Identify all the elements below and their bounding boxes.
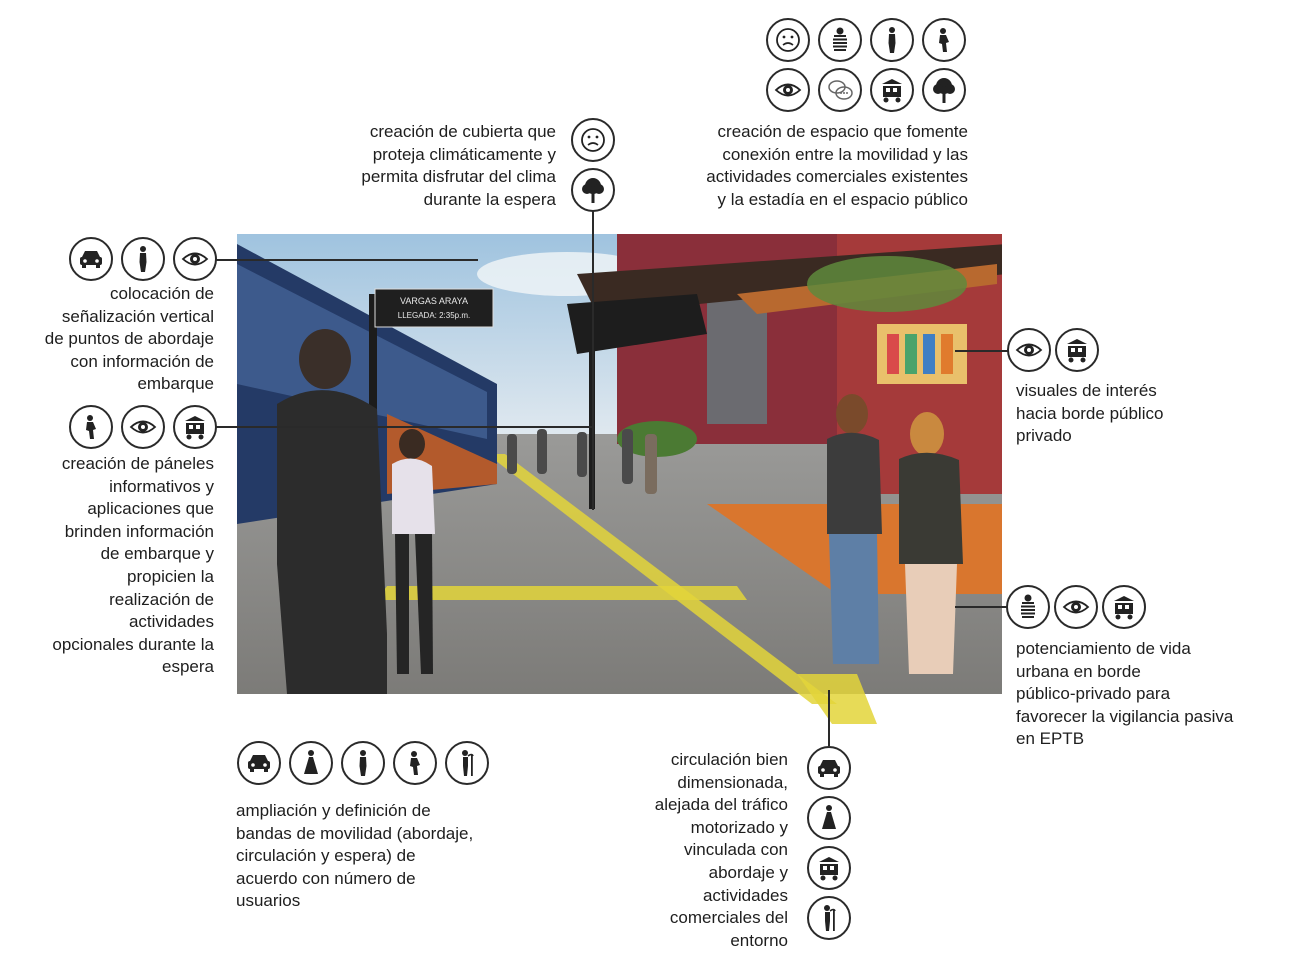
food-cart-icon xyxy=(807,846,851,890)
annotation-cover: creación de cubierta que proteja climáticamente y permita disfrutar del clima durante la espera xyxy=(361,122,556,209)
person-cane-icon xyxy=(807,896,851,940)
car-icon xyxy=(69,237,113,281)
leader-line-panels xyxy=(216,426,592,428)
eye-icon xyxy=(121,405,165,449)
eye-icon xyxy=(1007,328,1051,372)
food-cart-icon xyxy=(870,68,914,112)
annotation-panels: creación de páneles informativos y aplicaciones que brinden información de embarque y propicien la realización de actividades opcionales durante la espera xyxy=(52,454,214,677)
car-icon xyxy=(237,741,281,785)
sign-line-1: VARGAS ARAYA xyxy=(399,296,469,306)
striped-person-icon xyxy=(818,18,862,62)
annotation-urban-life: potenciamiento de vida urbana en borde público-privado para favorecer la vigilancia pasiva en EPTB xyxy=(1016,639,1234,749)
leader-line-circulation xyxy=(828,690,830,746)
street-scene-illustration xyxy=(237,234,1002,724)
annotation-commerce: creación de espacio que fomente conexión entre la movilidad y las actividades comerciales existentes y la estadía en el espacio público xyxy=(706,122,968,209)
person-dress-icon xyxy=(807,796,851,840)
food-cart-icon xyxy=(173,405,217,449)
person-standing-icon xyxy=(121,237,165,281)
car-icon xyxy=(807,746,851,790)
leader-line-urban-life xyxy=(955,606,1007,608)
person-standing-icon xyxy=(870,18,914,62)
food-cart-icon xyxy=(1055,328,1099,372)
person-child-icon xyxy=(69,405,113,449)
annotation-bands: ampliación y definición de bandas de movilidad (abordaje, circulación y espera) de acuerdo con número de usuarios xyxy=(236,801,474,911)
person-cane-icon xyxy=(445,741,489,785)
sad-face-icon xyxy=(571,118,615,162)
eye-icon xyxy=(766,68,810,112)
annotation-circulation: circulación bien dimensionada, alejada del tráfico motorizado y vinculada con abordaje y actividades comerciales del entorno xyxy=(654,750,788,950)
chat-bubbles-icon xyxy=(818,68,862,112)
tree-icon xyxy=(922,68,966,112)
leader-line-cover xyxy=(592,210,594,510)
striped-person-icon xyxy=(1006,585,1050,629)
tree-icon xyxy=(571,168,615,212)
person-child-icon xyxy=(922,18,966,62)
eye-icon xyxy=(173,237,217,281)
person-standing-icon xyxy=(341,741,385,785)
eye-icon xyxy=(1054,585,1098,629)
leader-line-views xyxy=(955,350,1010,352)
annotation-signage: colocación de señalización vertical de puntos de abordaje con información de embarque xyxy=(44,284,214,394)
leader-line-signage xyxy=(216,259,478,261)
sign-line-2: LLEGADA: 2:35p.m. xyxy=(397,311,471,320)
sad-face-icon xyxy=(766,18,810,62)
food-cart-icon xyxy=(1102,585,1146,629)
scene-drawing xyxy=(237,234,1002,724)
person-child-icon xyxy=(393,741,437,785)
person-dress-icon xyxy=(289,741,333,785)
annotation-views: visuales de interés hacia borde público privado xyxy=(1016,381,1164,446)
